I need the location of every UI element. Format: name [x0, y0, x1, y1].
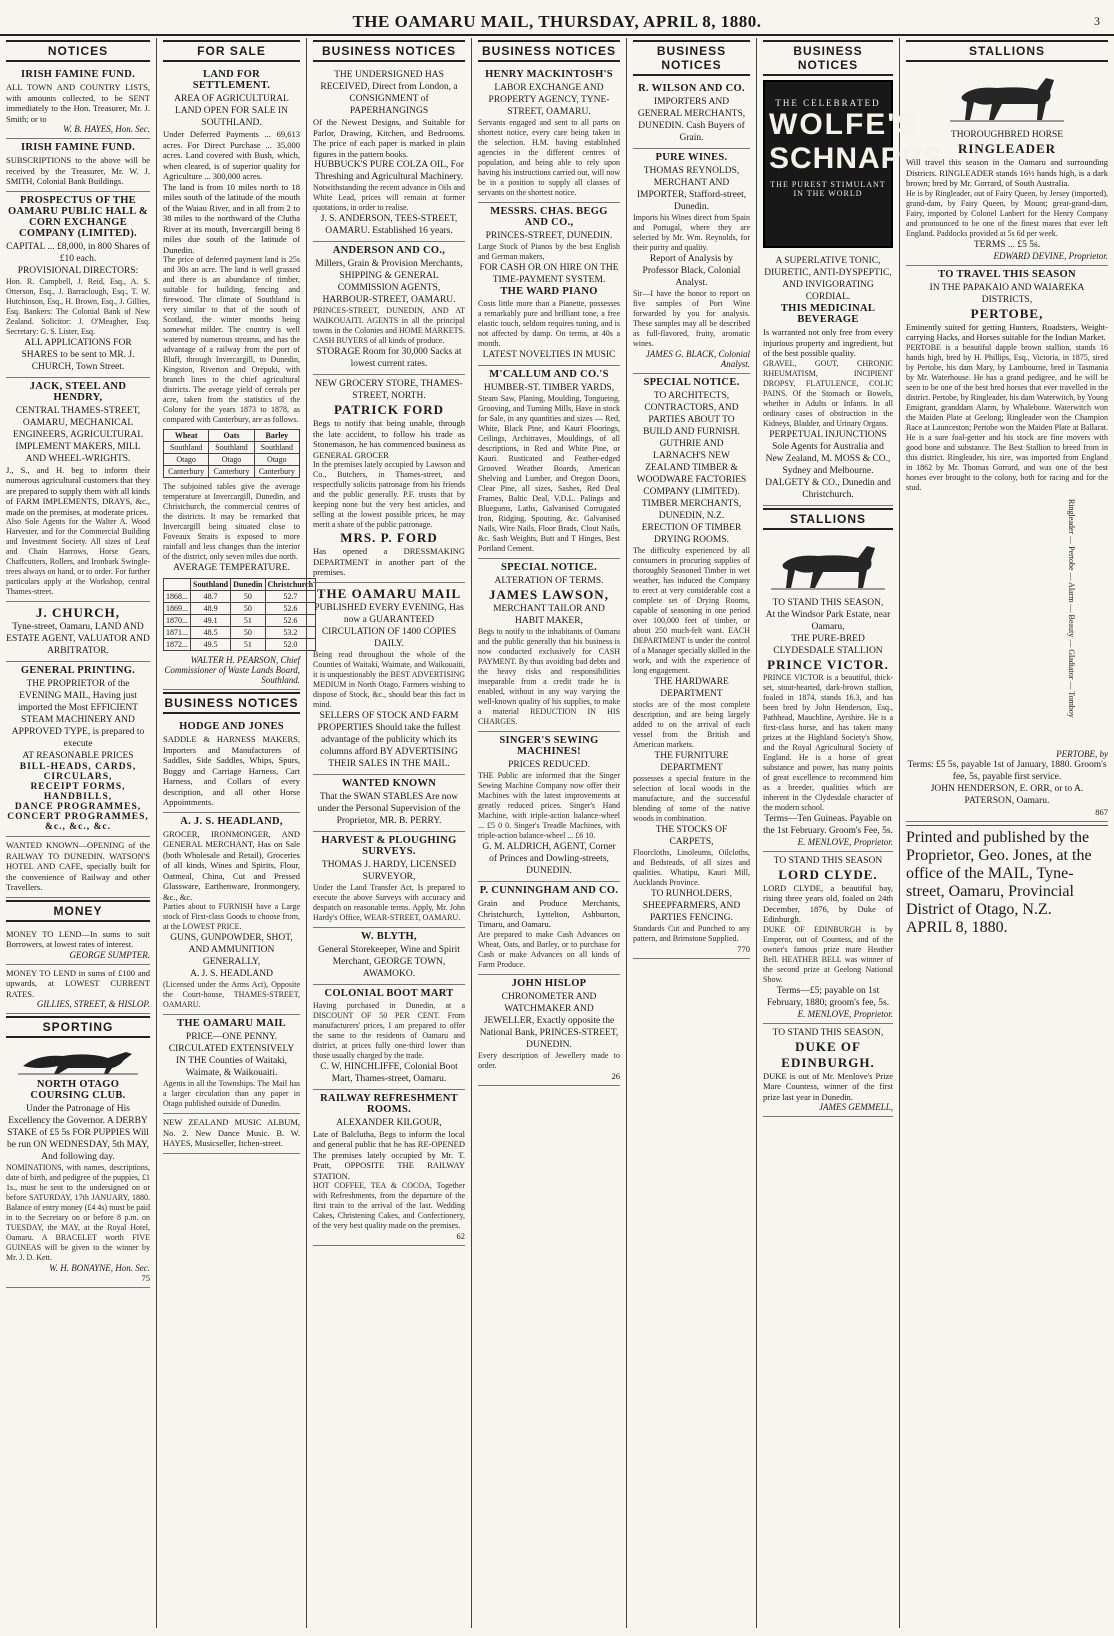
ad-body-2: Has opened a DRESSMAKING DEPARTMENT in another part of the premises.	[313, 546, 465, 577]
table-row	[164, 639, 316, 651]
ad-subheading: THOMAS J. HARDY, LICENSED SURVEYOR,	[321, 859, 457, 882]
ad-body: NEW ZEALAND MUSIC ALBUM, No. 2. New Dance Music. B. W. HAYES, Musicseller, Itchen-street.	[163, 1117, 300, 1148]
section-header-business-notices: BUSINESS NOTICES	[163, 692, 300, 714]
column-2	[157, 38, 314, 1628]
ad-heading: THE UNDERSIGNED HAS RECEIVED, Direct from London, a CONSIGNMENT of PAPERHANGINGS	[320, 70, 458, 116]
table-cell: Otago	[209, 454, 254, 466]
table-cell: Canterbury	[254, 466, 299, 478]
ad-body: Of the Newest Designs, and Suitable for Parlor, Drawing, Kitchen, and Bedrooms. The price of each paper is marked in plain figures in the pattern books.	[313, 117, 465, 159]
section-header-for-sale: FOR SALE	[163, 40, 300, 62]
ad-subheading: AREA OF AGRICULTURAL LAND OPEN FOR SALE IN SOUTHLAND.	[174, 94, 289, 128]
filler-text: Imports his Wines direct from Spain and Portugal, where they are selected by Mr. Wm. Reynolds, for their purity and quality.	[633, 213, 750, 252]
ad-subheading: PRINCES-STREET, DUNEDIN.	[485, 231, 613, 241]
filler-text: PRINCES-STREET, DUNEDIN, AND AT WAIKOUAITI. AGENTS in all the principal towns in the Colonies and HOME MARKETS. CASH BUYERS of all kinds of produce.	[313, 306, 465, 345]
watsons-hotel-ad	[6, 837, 150, 898]
money-to-lend-ad-1	[6, 926, 150, 965]
filler-text: NOMINATIONS, with names, descriptions, date of birth, and pedigree of the puppies, £1 1s., must be sent to the undersigned on or before SATURDAY, 17th JANUARY, 1880. Balance of entry money (£4 4s) must be paid in to the Secretary on or before 8 p.m. on TUESDAY, the MAY, at the Royal Hotel, Oamaru. A BRACELET worth FIVE GUINEAS will be given to the winner by Mr. J. D. Kett.	[6, 1163, 150, 1262]
ad-body: J., S., and H. beg to inform their numerous agricultural customers that they are prepared to supply them with all kinds of FARM IMPLEMENTS, DRAYS, &c., made on the premises, at moderate prices.	[6, 464, 150, 517]
hubbuck-line: HUBBUCK'S PURE COLZA OIL, For Threshing and Agricultural Machinery.	[314, 160, 464, 182]
filler-text: Begs to notify to the inhabitants of Oamaru and the public generally that his business is now conducted exclusively for CASH PAYMENT. By thus avoiding bad debts and the heavy risks and responsibilities inseparable from a credit trade he is enabled, without in any way varying the well-known quality of his supplies, to make a material REDUCTION IN HIS CHARGES.	[478, 627, 620, 726]
ad-heading: R. WILSON AND CO.	[638, 83, 745, 94]
travel-heading: TO TRAVEL THIS SEASON	[938, 268, 1076, 280]
ad-signature: WALTER H. PEARSON, Chief Commissioner of Waste Lands Board, Southland.	[164, 655, 300, 685]
land-settlement-ad	[163, 66, 314, 690]
guthrie-larnach-ad	[633, 374, 750, 959]
filler-text: Large Stock of Pianos by the best English and German makers,	[478, 242, 620, 261]
guns-line: GUNS, GUNPOWDER, SHOT, AND AMMUNITION GENERALLY,	[170, 933, 293, 967]
horse-engraving-icon	[906, 66, 1108, 124]
imprint: Printed and published by the Proprietor, Geo. Jones, at the office of the MAIL, Tyne-street, Oamaru, Provincial District of Otago, N.Z.	[906, 828, 1092, 918]
music-line: LATEST NOVELTIES IN MUSIC	[482, 350, 616, 360]
horse-engraving-icon	[763, 534, 893, 592]
ad-body: MONEY TO LEND—In sums to suit Borrowers, at lowest rates of interest.	[6, 928, 150, 949]
logo-line-4: THE PUREST STIMULANT IN THE WORLD	[770, 180, 886, 198]
table-header	[164, 579, 191, 591]
mackintosh-ad	[478, 66, 620, 203]
table-cell: Otago	[164, 454, 209, 466]
ad-body: WANTED KNOWN—OPENING of the RAILWAY TO DUNEDIN. WATSON'S HOTEL AND CAFE, specially built for the convenience of Railway and other Travellers.	[6, 840, 150, 892]
printing-item: RECEIPT FORMS,	[30, 782, 126, 792]
table-header: Dunedin	[231, 579, 265, 591]
capital-line: CAPITAL ... £8,000, in 800 Shares of £10 each.	[6, 241, 150, 264]
table-row	[164, 627, 316, 639]
section-header-business-notices: BUSINESS NOTICES	[633, 40, 750, 76]
dalgety-line: DALGETY & CO., Dunedin and Christchurch.	[765, 477, 891, 500]
table-cell: 51	[231, 615, 265, 627]
ad-body: PUBLISHED EVERY EVENING, Has now a GUARANTEED CIRCULATION OF 1400 COPIES DAILY.	[314, 602, 464, 649]
ad-signature: GILLIES, STREET, & HISLOP.	[36, 999, 150, 1009]
filler-text: Also Sole Agents for the Walter A. Wood Harvester, and for the Commercial Building and Investment Society. All sizes of Leaf and Chain Harrows, Horse Gears, Chaffcutters, Rollers, and Ironbark Swingle-trees always on hand, or to order. For further particulars apply at the Workshop, central Thames-street.	[6, 517, 150, 596]
report-line: Report of Analysis by Professor Black, Colonial Analyst.	[642, 254, 741, 288]
ad-heading: JAMES LAWSON,	[489, 587, 609, 602]
greyhound-engraving-icon	[6, 1042, 150, 1076]
swan-stables-ad	[313, 775, 465, 832]
colonial-boot-mart-ad	[313, 985, 465, 1090]
ad-subheading: PRICES REDUCED.	[508, 760, 590, 770]
ad-ref-number: 770	[737, 944, 750, 954]
divider	[906, 825, 1108, 826]
ad-heading: IRISH FAMINE FUND.	[21, 69, 135, 80]
general-printing-ad	[6, 662, 150, 837]
ad-signature: JAMES G. BLACK, Colonial Analyst.	[645, 349, 750, 369]
reynolds-heading: THOMAS REYNOLDS,	[643, 166, 740, 176]
ad-body: Tyne-street, Oamaru, LAND AND ESTATE AGENT, VALUATOR AND ARBITRATOR.	[6, 622, 150, 656]
furniture-heading: THE FURNITURE DEPARTMENT	[654, 751, 729, 773]
column-1	[0, 38, 157, 1628]
section-header-notices: NOTICES	[6, 40, 150, 62]
kilgour-heading: ALEXANDER KILGOUR,	[336, 1117, 442, 1128]
reasonable-prices: AT REASONABLE PRICES	[22, 751, 134, 761]
districts-line: IN THE PAPAKAIO AND WAIAREKA DISTRICTS,	[929, 282, 1085, 305]
table-cell: 48.9	[191, 603, 231, 615]
ad-heading: JACK, STEEL AND HENDRY,	[29, 380, 127, 403]
newspaper-title: THE OAMARU MAIL, THURSDAY, APRIL 8, 1880.	[352, 12, 762, 31]
printing-item: HANDBILLS,	[43, 792, 113, 802]
pedigree-text: Ringleader — Pertobe — Alarm — Beauty — Gladiator — Tomboy	[1067, 498, 1076, 718]
crop-yield-table	[163, 429, 300, 478]
music-album-ad	[163, 1114, 300, 1154]
patrick-ford-ad	[313, 375, 465, 583]
ad-body: SUBSCRIPTIONS to the above will be received by the Treasurer, Mr. W. J. SMITH, Colonial Bank Buildings.	[6, 155, 150, 186]
filler-text: PERTOBE is a beautiful dapple brown stallion, stands 16 hands high, bred by H. Phillips, Esq., Victoria, in 1875, sired by Pertobe, his dam Mary, by Lambourne, bred in Tasmania by Mr. Waterhouse. He has a grand pedigree, and he will be seen to be one of the best bred horses that ever travelled in the district. Pertobe, by Ringleader, his dam Waterwitch, by Young Emigrant, granddam Alarm, by Whalebone. Waterwitch won the Maiden Plate at Geelong; Ringleader won the Champion Race at Launceston; Pertobe won the Maiden Plate at Ballarat. He is a sure foal-getter and his stock are fine movers with good bone and substance. The Best Stallion to breed from in this district. Ringleader, his sire, was imported from England in 1862 by Mr. Thomas Gorrard, and was one of the best horses ever brought to the colony, both for racing and for the stud.	[906, 342, 1108, 492]
jack-steel-hendry-ad	[6, 378, 150, 603]
filler-text: Every description of Jewellery made to order.	[478, 1050, 620, 1070]
table-cell: 1870...	[164, 615, 191, 627]
ad-ref-number: 26	[611, 1070, 620, 1081]
filler-text: Parties about to FURNISH have a Large stock of First-class Goods to choose from, at the LOWEST PRICE.	[163, 902, 300, 931]
ad-heading: M'CALLUM AND CO.'S	[489, 369, 609, 380]
filler-text: DUKE OF EDINBURGH is by Emperor, out of Countess, and of the owner's famous prize mare Heather Bell. HEATHER BELL was winner of the second prize at Geelong National Show.	[763, 924, 893, 984]
filler-text: Are prepared to make Cash Advances on Wheat, Oats, and Barley, or to purchase for Cash or make Advances on all kinds of Farm Produce.	[478, 929, 620, 969]
table-cell: 52.7	[265, 591, 316, 603]
filler-text: PRINCE VICTOR is a beautiful, thick-set, stout-hearted, dark-brown stallion, foaled in 1874, stands 16.3, and has been bred by John Henderson, Esq., Pathhead, Mauchline, Ayrshire. He is a first-class horse, and has taken many prizes at the Highland Society's Show, and the Royal Agricultural Society of England. He is a horse of great substance and power, has many points of great excellence to recommend him as a breeder, qualities which are inherent in the Clydesdale character of the modern school.	[763, 672, 893, 812]
ad-heading: GENERAL PRINTING.	[20, 665, 136, 676]
ad-signature: EDWARD DEVINE, Proprietor.	[993, 250, 1108, 261]
table-cell: 1869...	[164, 603, 191, 615]
table-cell: 49.1	[191, 615, 231, 627]
filler-text: Having purchased in Dunedin, at a DISCOUNT OF 50 PER CENT. From manufacturers' prices, I am prepared to offer the same to the residents of Oamaru and district, at prices fully one-third lower than those usually charged by the trade.	[313, 1000, 465, 1060]
table-cell: 1872...	[164, 639, 191, 651]
paperhangings-ad	[313, 66, 465, 242]
ad-body: DUKE is out of Mr. Menlove's Prize Mare Countess, winner of the first prize last year in Dunedin.	[763, 1070, 893, 1102]
table-cell: 51	[231, 639, 265, 651]
ad-heading: HENRY MACKINTOSH'S	[485, 69, 613, 80]
railway-refreshment-ad	[313, 1090, 465, 1247]
filler-text: The subjoined tables give the average temperature at Invercargill, Dunedin, and Christchurch, the commercial centres of the districts. It may be remarked that Invercargill being situated close to Foveaux Straits is exposed to more rainfall and less changes than the interior of the district, only seven miles due north.	[163, 482, 300, 561]
ad-signature: C. W. HINCHLIFFE, Colonial Boot Mart, Thames-street, Oamaru.	[320, 1061, 458, 1084]
ad-body: ALL TOWN AND COUNTRY LISTS, with amounts collected, to be SENT immediately to the Hon. Treasurer, Mr. J. Smith; or to	[6, 82, 150, 124]
ringleader-ad	[906, 126, 1108, 266]
filler-text: possesses a special feature in the selection of local woods in the manufacture, and the successful blending of some of the native woods in combination.	[633, 774, 750, 823]
stand-line: TO STAND THIS SEASON,	[772, 1027, 884, 1038]
sellers-line: SELLERS OF STOCK AND FARM PROPERTIES Should take the fullest advantage of the publicity which its columns afford BY ADVERTISING THEIR SALES IN THE MAIL.	[317, 710, 461, 769]
alteration-heading: ALTERATION OF TERMS.	[494, 576, 604, 586]
ad-body: FOR CASH OR ON HIRE ON THE TIME-PAYMENT SYSTEM.	[479, 263, 619, 285]
ad-heading: WANTED KNOWN	[341, 777, 437, 789]
ad-body: General Storekeeper, Wine and Spirit Merchant, GEORGE TOWN, AWAMOKO.	[318, 944, 460, 979]
ad-heading: P. CUNNINGHAM AND CO.	[479, 885, 619, 896]
ad-body: Will travel this season in the Oamaru and surrounding Districts. RINGLEADER stands 16½ hands high, is a dark brown; bred by Mr. Gorrard, of South Australia.	[906, 157, 1108, 188]
ad-heading: LAND FOR SETTLEMENT.	[192, 69, 271, 91]
wilson-ad	[633, 80, 750, 149]
ad-body: CHRONOMETER AND WATCHMAKER AND JEWELLER, Exactly opposite the National Bank, PRINCES-STREET, DUNEDIN.	[479, 991, 619, 1050]
filler-text: In the premises lately occupied by Lawson and Co., Butchers, in Thames-street, and respectfully solicits patronage from his friends and the public generally. P.F. trusts that by keeping none but the very best articles, and selling at the lowest possible prices, he may merit a share of the public patronage.	[313, 460, 465, 529]
ad-body: IMPORTERS AND GENERAL MERCHANTS, DUNEDIN. Cash Buyers of Grain.	[637, 97, 746, 143]
ad-ref-number: 867	[1095, 806, 1108, 817]
column-4	[472, 38, 627, 1628]
reynolds-subheading: MERCHANT AND IMPORTER, Stafford-street, Dunedin.	[636, 178, 747, 212]
printing-item: CONCERT PROGRAMMES, &c., &c., &c.	[7, 812, 149, 832]
ad-heading: THE OAMARU MAIL	[177, 1018, 286, 1029]
ad-body-2: The land is from 10 miles north to 18 miles south of the latitude of the mouth of the Waiau River, and in all from 2 to 38 miles to the northward of the Clutha River at its mouth, Invercargill being 8 miles due south of the latitude of Dunedin.	[163, 181, 300, 255]
ad-body: PRICE—ONE PENNY. CIRCULATED EXTENSIVELY IN THE Counties of Waitaki, Waimate, & Waikouaiti.	[168, 1032, 295, 1078]
ad-body: That the SWAN STABLES Are now under the Personal Supervision of the Proprietor, MR. B. PERRY.	[317, 791, 461, 826]
ad-body: Grain and Produce Merchants, Christchurch, Lyttelton, Ashburton, Timaru, and Oamaru.	[478, 898, 620, 929]
table-header: Wheat	[164, 430, 209, 442]
printing-item: BILL-HEADS, CARDS, CIRCULARS,	[19, 762, 137, 782]
clyde-line: THE PURE-BRED CLYDESDALE STALLION	[773, 633, 883, 656]
filler-text: stocks are of the most complete description, and are being largely added to on the arrival of each vessel from the British and American markets.	[633, 700, 750, 749]
ad-signature: PERTOBE, by	[1056, 748, 1108, 759]
ad-heading: W. BLYTH,	[361, 930, 417, 942]
section-header-stallions: STALLIONS	[906, 40, 1108, 62]
section-header-business-notices: BUSINESS NOTICES	[313, 40, 465, 62]
filler-text: Under the Land Transfer Act, Is prepared to execute the above Surveys with accuracy and despatch on reasonable terms. Apply, Mr. John Hardy's Office, WEAR-STREET, OAMARU.	[313, 882, 465, 922]
ad-signature: W. H. BONAYNE, Hon. Sec.	[49, 1263, 150, 1273]
ad-body: Under the Patronage of His Excellency the Governor. A DERBY STAKE of £5 5s FOR PUPPIES Will be run ON WEDNESDAY, 5th MAY, And following day.	[6, 1104, 150, 1162]
ad-body: Begs to notify that being unable, through the late accident, to follow his trade as Stonemason, he has commenced business as GENERAL GROCER	[313, 418, 465, 460]
filler-text: THE Public are informed that the Singer Sewing Machine Company now offer their Machines with the latest improvements at greatly reduced prices. Singer's Hand Machine, with triple-action balance-wheel ... £5 0 0. Singer's Treadle Machines, with triple-action balance-wheel ... £6 10.	[478, 771, 620, 840]
table-cell: 48.5	[191, 627, 231, 639]
storage-line: STORAGE Room for 30,000 Sacks at lowest current rates.	[316, 347, 462, 369]
cunningham-ad	[478, 882, 620, 975]
agents-line: Sole Agents for Australia and New Zealand, M. MOSS & CO., Sydney and Melbourne.	[765, 441, 891, 476]
public-hall-prospectus	[6, 192, 150, 378]
table-header: Oats	[209, 430, 254, 442]
filler-text: Sir—I have the honor to report on five samples of Port Wine forwarded by you for analysis. These samples may all be described as full-flavored, fruity, aromatic wines.	[633, 289, 750, 348]
irish-famine-ad	[6, 66, 150, 139]
column-6	[757, 38, 944, 1628]
table-header: Christchurch	[265, 579, 316, 591]
ad-body: MONEY TO LEND in sums of £100 and upwards, at LOWEST CURRENT RATES.	[6, 967, 150, 999]
filler-text: (Licensed under the Arms Act), Opposite the Court-house, THAMES-STREET, OAMARU.	[163, 980, 300, 1009]
temperature-table	[163, 578, 316, 651]
stand-line: TO STAND THIS SEASON,	[772, 597, 884, 608]
table-cell: 53.2	[265, 627, 316, 639]
ad-signature: W. B. HAYES, Hon. Sec.	[63, 124, 150, 134]
surveyor-ad	[313, 832, 465, 928]
logo-line-1: THE CELEBRATED	[775, 98, 881, 108]
column-3	[307, 38, 472, 1628]
ad-heading: SINGER'S SEWING MACHINES!	[499, 735, 599, 757]
table-cell: Southland	[209, 442, 254, 454]
church-land-agent-ad	[6, 602, 150, 662]
table-header: Southland	[191, 579, 231, 591]
table-cell: Canterbury	[209, 466, 254, 478]
section-header-sporting: SPORTING	[6, 1016, 150, 1038]
ad-ref-number: 62	[456, 1231, 465, 1241]
ad-signature: J. S. ANDERSON, TEES-STREET, OAMARU. Established 16 years.	[320, 214, 458, 236]
pure-wines-ad	[633, 149, 750, 374]
table-cell: 50	[231, 591, 265, 603]
ad-body: THE PROPRIETOR of the EVENING MAIL, Having just imported the Most EFFICIENT STEAM MACHINERY AND APPROVED TYPE, is prepared to execute	[11, 679, 145, 749]
section-header-business-notices: BUSINESS NOTICES	[763, 40, 893, 76]
anderson-co-ad	[313, 242, 465, 375]
table-row	[164, 615, 316, 627]
ad-signature: JAMES GEMMELL,	[819, 1102, 893, 1112]
printing-item: DANCE PROGRAMMES,	[14, 802, 142, 812]
ad-heading: PERTOBE,	[970, 305, 1044, 321]
filler-text: He is by Ringleader, out of Fairy Queen, by Jersey (imported), grand-dam, by Fairy Queen, by Mount; great-grand-dam, Fairy, imported by Colonel Lanbert for the Henry Company and pronounced to be one of the finest mares that ever left England. Paddocks provided at 5s 6d per week.	[906, 188, 1108, 238]
filler-text: Being read throughout the whole of the Counties of Waitaki, Waimate, and Waikouaiti, it is unquestionably the BEST ADVERTISING MEDIUM in North Otago. Farmers wishing to dispose of Stock, &c., should bear this fact in mind.	[313, 649, 465, 709]
temperature-table-title: AVERAGE TEMPERATURE.	[173, 563, 290, 573]
filler-text: Steam Saw, Planing, Moulding, Tongueing, Grooving, and Turning Mills, Have in stock for Sale, in any quantities and sizes — Red, White, Black Pine, and Kauri Floorings, Ceilings, Architraves, Mouldings, of all descriptions, in Red and White Pine, or Kauri. Rusticated and Feather-edged Grooved Weather Boards, American Shelving and Lumber, and Oregon Doors, Clear Pine, all sizes, Sashes, Red Deal Frames, Baltic Deal, V.D.L. Palings and Bluegums, Laths, Galvanised Corrugated Iron, Ridging, Spouting, &c. Galvanised Nails, Wire Nails, Floor Brads, Clout Nails, &c. Sash Weights, Butt and T Hinges, Best Portland Cement.	[478, 394, 620, 553]
lawson-tailor-ad	[478, 559, 620, 732]
ad-body: Late of Balclutha, Begs to inform the local and general public that he has RE-OPENED The premises lately occupied by Mr. T. Pratt, OPPOSITE THE RAILWAY STATION.	[313, 1128, 465, 1181]
ad-signature: E. MENLOVE, Proprietor.	[797, 836, 893, 847]
table-cell: Southland	[254, 442, 299, 454]
terms-line: Terms—£5; payable on 1st February, 1880; groom's fee, 5s.	[766, 985, 890, 1008]
coursing-club-ad	[6, 1076, 150, 1288]
schnapps-logo	[763, 80, 944, 248]
superlative-line: A SUPERLATIVE TONIC, DIURETIC, ANTI-DYSPEPTIC, AND INVIGORATING CORDIAL.	[764, 256, 892, 302]
terms-line: TERMS ... £5 5s.	[973, 239, 1041, 250]
ad-subheading: HUMBER-ST. TIMBER YARDS,	[483, 383, 615, 393]
hodge-jones-ad	[163, 718, 300, 813]
injunctions-heading: PERPETUAL INJUNCTIONS	[769, 429, 887, 440]
section-header-business-notices: BUSINESS NOTICES	[478, 40, 620, 62]
ad-heading: NORTH OTAGO COURSING CLUB.	[30, 1079, 126, 1101]
table-header: Barley	[254, 430, 299, 442]
table-cell: 52.0	[265, 639, 316, 651]
imprint-date: APRIL 8, 1880.	[906, 918, 1008, 936]
logo-line-3: SCHNAPPS	[769, 142, 944, 175]
filler-text: Servants engaged and sent to all parts on shortest notice, every care being taken in the selection. H.M. having established agencies in the different centres of population, and being able to rely upon having his instructions carried out, will now be in a position to supply all classes of servants on the shortest notice.	[478, 118, 620, 197]
ad-subheading: LABOR EXCHANGE AND PROPERTY AGENCY, TYNE-STREET, OAMARU.	[488, 83, 610, 117]
ward-piano-heading: THE WARD PIANO	[500, 286, 598, 297]
directors-heading: PROVISIONAL DIRECTORS:	[17, 265, 139, 276]
ad-body: SADDLE & HARNESS MAKERS, Importers and Manufacturers of Saddles, Side Saddles, Whips, Spurs, Buggy and Carriage Harness, Cart Harness, and Collars of every description, and all other Horse Appointments.	[163, 734, 300, 807]
ad-subheading: THOROUGHBRED HORSE	[950, 130, 1064, 140]
ad-ref-number: 75	[141, 1273, 150, 1283]
contractors-line: TO ARCHITECTS, CONTRACTORS, AND PARTIES ABOUT TO BUILD AND FURNISH.	[643, 391, 740, 437]
ad-heading: LORD CLYDE.	[778, 866, 878, 882]
ad-heading: THE OAMARU MAIL	[316, 585, 462, 601]
table-cell: Southland	[164, 442, 209, 454]
runholders-heading: TO RUNHOLDERS, SHEEPFARMERS, AND PARTIES FENCING.	[642, 889, 741, 923]
oamaru-mail-ad	[163, 1015, 300, 1114]
page-columns	[0, 38, 1114, 1636]
ad-heading: GUTHRIE AND LARNACH'S NEW ZEALAND TIMBER & WOODWARE FACTORIES COMPANY (LIMITED).	[636, 439, 747, 497]
section-header-stallions: STALLIONS	[763, 508, 893, 530]
filler-text: Agents in all the Townships. The Mail has a larger circulation than any paper in Otago published outside of Dunedin.	[163, 1079, 300, 1108]
filler-text: HOT COFFEE, TEA & COCOA, Together with Refreshments, from the departure of the first train to the arrival of the last. Wedding Cakes, Christening Cakes, and Confectionery, of the very best quality made on the premises.	[313, 1181, 465, 1230]
money-to-lend-ad-2	[6, 965, 150, 1015]
table-cell: 48.7	[191, 591, 231, 603]
table-cell: 52.6	[265, 615, 316, 627]
ad-body: LORD CLYDE, a beautiful bay, rising three years old, foaled on 24th December, 1876, by Duke of Edinburgh.	[763, 882, 893, 924]
erection-heading: ERECTION OF TIMBER DRYING ROOMS.	[641, 523, 742, 545]
ad-subheading: MERCHANT TAILOR AND HABIT MAKER,	[493, 604, 605, 626]
blyth-ad	[313, 928, 465, 985]
ad-heading: DUKE OF EDINBURGH.	[781, 1038, 875, 1070]
headland-grocer-ad	[163, 813, 300, 1016]
ad-signature: A. J. S. HEADLAND	[190, 969, 273, 979]
ad-heading: COLONIAL BOOT MART	[324, 987, 454, 999]
table-cell: 1868...	[164, 591, 191, 603]
ad-signature: G. M. ALDRICH, AGENT, Corner of Princes and Dowling-streets, DUNEDIN.	[482, 842, 616, 876]
ad-body: Millers, Grain & Provision Merchants, SHIPPING & GENERAL COMMISSION AGENTS, HARBOUR-STREET, OAMARU.	[315, 259, 463, 305]
pedigree-chart	[906, 499, 1108, 749]
ad-heading-2: MRS. P. FORD	[340, 530, 438, 545]
ad-heading: PRINCE VICTOR.	[767, 656, 889, 672]
schnapps-ad	[763, 252, 893, 506]
logo-line-2: WOLFE'S	[769, 108, 919, 141]
irish-famine-ad-2	[6, 139, 150, 192]
begg-piano-ad	[478, 203, 620, 366]
ad-heading: PURE WINES.	[655, 152, 728, 163]
column-7	[900, 38, 1114, 1628]
hislop-watchmaker-ad	[478, 975, 620, 1086]
ad-signature: E. MENLOVE, Proprietor.	[797, 1008, 893, 1019]
page-number: 3	[1094, 14, 1100, 28]
ad-body: Eminently suited for getting Hunters, Roadsters, Weight-carrying Hacks, and Horses suitable for the Indian Market.	[906, 321, 1108, 342]
masthead	[0, 0, 1114, 36]
ad-heading: HARVEST & PLOUGHING SURVEYS.	[321, 834, 457, 857]
table-cell: Canterbury	[164, 466, 209, 478]
ad-body: Under Deferred Payments ... 69,613 acres. For Direct Purchase ... 35,000 acres. Land covered with Bush, which, when cleared, is of superior quality for Agriculture ... 300,000 acres.	[163, 129, 300, 181]
table-cell: 50	[231, 627, 265, 639]
ad-heading: RAILWAY REFRESHMENT ROOMS.	[320, 1092, 458, 1115]
ad-body: Is warranted not only free from every injurious property and ingredient, but of the best possible quality.	[763, 327, 893, 358]
filler-text: Standards Cut and Punched to any pattern, and Brimstone Supplied.	[633, 924, 750, 943]
ad-heading: THIS MEDICINAL BEVERAGE	[780, 303, 876, 325]
ad-heading: ANDERSON AND CO.,	[332, 245, 446, 256]
section-header-money: MONEY	[6, 900, 150, 922]
terms-line: Terms—Ten Guineas. Payable on the 1st February. Groom's Fee, 5s.	[763, 813, 893, 836]
ad-heading: MESSRS. CHAS. BEGG AND CO.,	[490, 206, 608, 228]
table-row	[164, 603, 316, 615]
terms-line: Terms: £5 5s, payable 1st of January, 1880. Groom's fee, 5s, payable first service.	[907, 759, 1107, 782]
ad-heading: IRISH FAMINE FUND.	[21, 142, 135, 153]
contact-line: JOHN HENDERSON, E. ORR, or to A. PATERSON, Oamaru.	[930, 783, 1084, 806]
filler-text: The price of deferred payment land is 25s and 30s an acre. The land is well grassed and there is an abundance of timber, suitable for building, fencing and firewood. The climate of Southland is very similar to that of the south of Scotland, the winter months being somewhat milder. The country is well watered by numerous streams, and has the advantage of a railway from the port of Bluff, through Invercargill, to Dunedin, Kingston, Riverton and Orepuki, with branch lines to the chief agricultural districts. The average yield of cereals per acre, taken from the statistics of the Colony for the years 1873 to 1878, as compared with Canterbury, are as follows.	[163, 255, 300, 424]
hardware-heading: THE HARDWARE DEPARTMENT	[654, 677, 729, 699]
applications-line: ALL APPLICATIONS FOR SHARES to be sent to MR. J. CHURCH, Town Street.	[21, 337, 135, 372]
filler-text: Costs little more than a Pianette, possesses a remarkably pure and brilliant tone, a free elastic touch, seldom requires tuning, and is not affected by damp. On terms, at 40s a month.	[478, 299, 620, 348]
ad-signature: GEORGE SUMPTER.	[69, 949, 150, 960]
table-cell: 52.6	[265, 603, 316, 615]
filler-text: The difficulty experienced by all consumers in procuring supplies of thoroughly Seasoned Timber in wet weather, has induced the Company to erect at very considerable cost a complete set of Drying Rooms, capable of seasoning in one period over 100,000 feet of timber, or about 250 much-felt want. EACH DEPARTMENT is under the control of a Manager specially skilled in the work, and with the experience of long engagement.	[633, 546, 750, 675]
singer-sewing-ad	[478, 732, 620, 882]
stand-line: TO STAND THIS SEASON	[773, 855, 883, 866]
ad-heading: RINGLEADER	[957, 141, 1057, 156]
pertobe-ad	[906, 266, 1108, 822]
ad-heading: J. CHURCH,	[35, 605, 121, 620]
prince-victor-ad	[763, 594, 893, 852]
duke-edinburgh-ad	[763, 1024, 893, 1118]
windsor-line: At the Windsor Park Estate, near Oamaru,	[765, 609, 891, 632]
ad-subheading: CENTRAL THAMES-STREET, OAMARU, MECHANICAL ENGINEERS, AGRICULTURAL IMPLEMENT MAKERS, MILL AND WHEEL-WRIGHTS.	[12, 405, 143, 464]
oamaru-mail-circulation-ad	[313, 583, 465, 775]
table-cell: Otago	[254, 454, 299, 466]
ad-subheading: TIMBER MERCHANTS, DUNEDIN, N.Z.	[641, 499, 742, 521]
filler-text: Floorcloths, Linoleums, Oilcloths, and Bedsteads, of all sizes and qualities. Whatipu, Kauri Mill, Aucklands Province.	[633, 848, 750, 887]
filler-text: Hon. R. Campbell, J. Reid, Esq., A. S. Otterson, Esq., J. Barraclough, Esq., T. W. Hutchinson, Esq., H. Brown, Esq., J. Gillies, Esq. Bankers: The Colonial Bank of New Zealand. Solicitor: J. O'Meagher, Esq. Secretary: G. S. Lister, Esq.	[6, 276, 150, 336]
table-cell: 50	[231, 603, 265, 615]
table-row	[164, 591, 316, 603]
ad-heading: HODGE AND JONES	[179, 721, 284, 732]
ad-heading: A. J. S. HEADLAND,	[180, 815, 283, 827]
lord-clyde-ad	[763, 852, 893, 1024]
mccallum-timber-ad	[478, 366, 620, 559]
filler-text: GRAVEL, GOUT, CHRONIC RHEUMATISM, INCIPIENT DROPSY, FLATULENCE, COLIC PAINS. Of the Stomach or Bowels, whether in Adults or Infants. In all ordinary cases of obstruction in the Kidneys, Bladder, and Urinary Organs.	[763, 358, 893, 428]
filler-text: Notwithstanding the recent advance in Oils and White Lead, prices will remain at former quotations, in order to realise.	[313, 183, 465, 212]
special-heading: SPECIAL NOTICE.	[643, 377, 740, 388]
ad-heading: PROSPECTUS OF THE OAMARU PUBLIC HALL & CORN EXCHANGE COMPANY (LIMITED).	[8, 194, 148, 239]
ad-body: GROCER, IRONMONGER, AND GENERAL MERCHANT, Has on Sale (both Wholesale and Retail), Groceries of all kinds, Wines and Spirits, Flour, Oatmeal, China, Cut and Pressed Glassware, Earthenware, Ironmongery, &c., &c.	[163, 828, 300, 902]
stocks-heading: THE STOCKS OF CARPETS,	[655, 825, 728, 847]
table-cell: 49.5	[191, 639, 231, 651]
column-5	[627, 38, 757, 1628]
ad-heading: PATRICK FORD	[333, 402, 445, 417]
special-heading: SPECIAL NOTICE.	[500, 562, 598, 573]
ad-heading: JOHN HISLOP	[511, 977, 587, 989]
table-cell: 1871...	[164, 627, 191, 639]
ad-subheading: NEW GROCERY STORE, THAMES-STREET, NORTH.	[315, 379, 463, 401]
